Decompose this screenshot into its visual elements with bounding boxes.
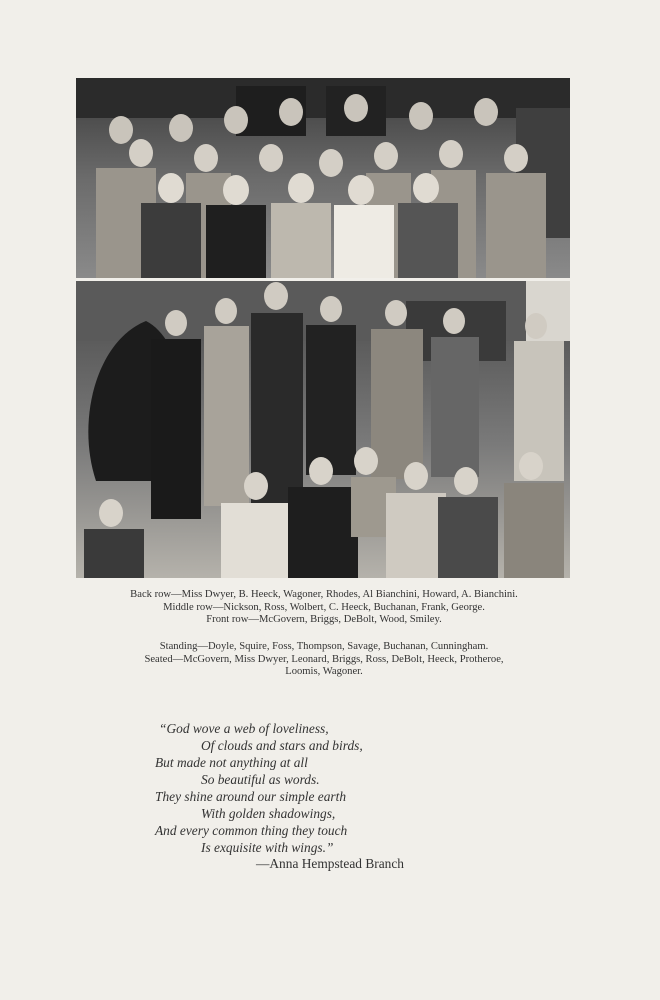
poem-attribution: —Anna Hempstead Branch: [256, 856, 404, 871]
caption-line: Loomis, Wagoner.: [285, 666, 363, 678]
group-photo-bottom: [76, 281, 570, 578]
group-photo-top-image: [76, 78, 570, 278]
poem-line: But made not anything at all: [155, 755, 308, 770]
caption-line: Front row—McGovern, Briggs, DeBolt, Wood, Smiley.: [206, 614, 442, 626]
poem-line: With golden shadowings,: [201, 806, 336, 821]
poem-line: They shine around our simple earth: [155, 789, 347, 804]
poem-line: And every common thing they touch: [155, 823, 348, 838]
caption-photo-top: [70, 589, 578, 627]
caption-line: Back row—Miss Dwyer, B. Heeck, Wagoner, Rhodes, Al Bianchini, Howard, A. Bianchini.: [130, 589, 518, 600]
caption-line: Standing—Doyle, Squire, Foss, Thompson, Savage, Buchanan, Cunningham.: [159, 641, 489, 652]
group-photo-top: [76, 78, 570, 278]
caption-photo-bottom: [70, 641, 578, 679]
poem-line: Is exquisite with wings.”: [201, 840, 334, 855]
caption-line: Seated—McGovern, Miss Dwyer, Leonard, Briggs, Ross, DeBolt, Heeck, Protheroe,: [144, 653, 504, 665]
caption-line: Middle row—Nickson, Ross, Wolbert, C. Heeck, Buchanan, Frank, George.: [163, 601, 485, 613]
poem: [155, 720, 485, 856]
group-photo-bottom-image: [76, 281, 570, 578]
poem-line: So beautiful as words.: [201, 772, 320, 787]
poem-line: “God wove a web of loveliness,: [159, 721, 329, 736]
poem-line: Of clouds and stars and birds,: [201, 738, 363, 753]
